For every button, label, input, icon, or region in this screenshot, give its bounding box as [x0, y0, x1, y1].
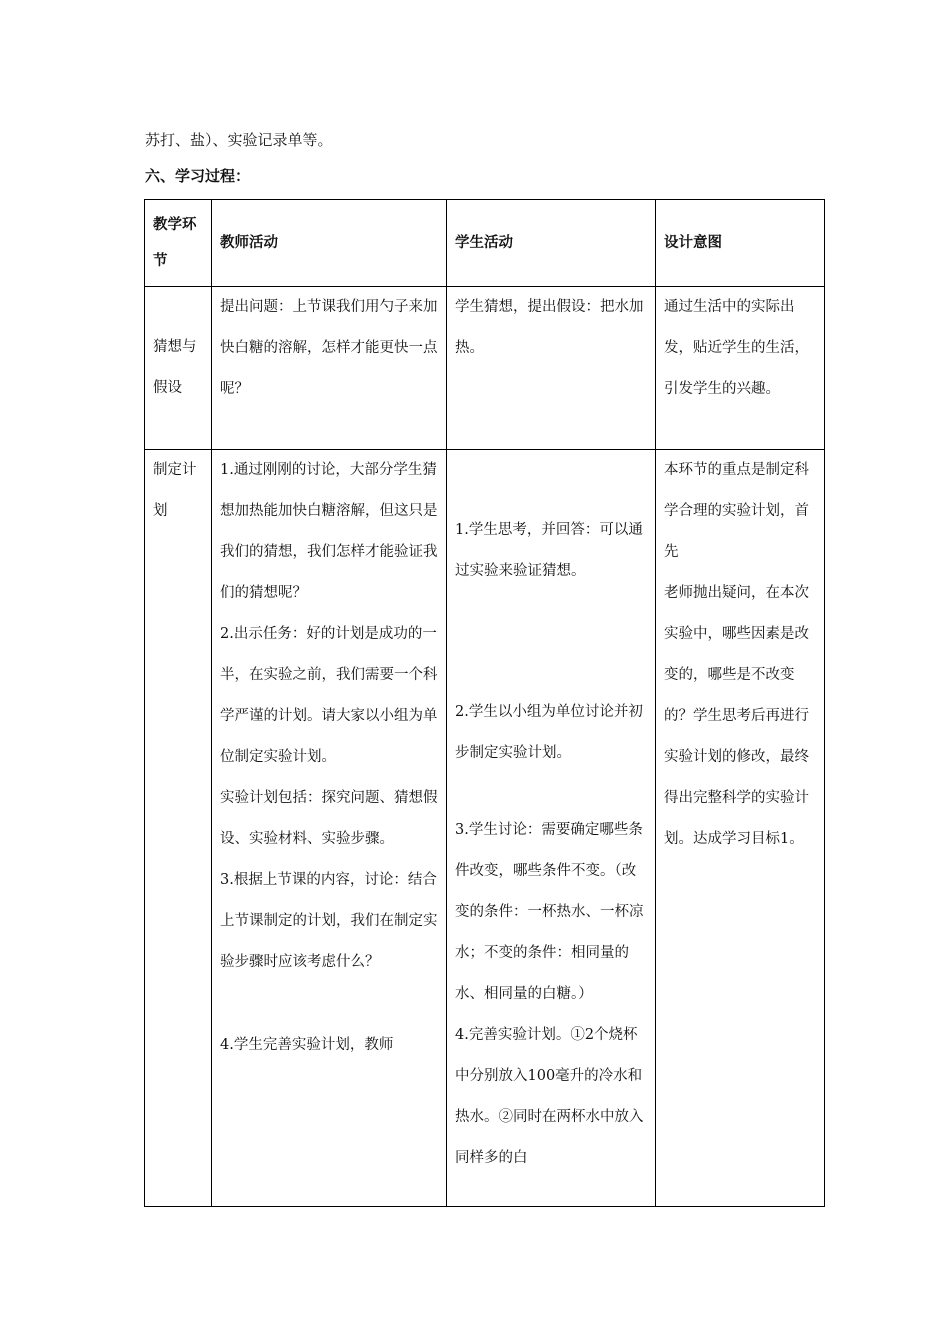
table-header-row: [145, 200, 825, 287]
teacher-paragraph: 1.通过刚刚的讨论，大部分学生猜想加热能加快白糖溶解，但这只是我们的猜想，我们怎样才能验证我们的猜想呢？: [220, 462, 438, 601]
learning-process-table: [144, 199, 825, 1207]
teacher-cell: [212, 450, 447, 1207]
stage-cell: 制定计划: [145, 450, 212, 1207]
table-row: [145, 287, 825, 450]
teacher-paragraph: 提出问题：上节课我们用勺子来加快白糖的溶解，怎样才能更快一点呢？: [220, 299, 438, 397]
teacher-paragraph: 2.出示任务：好的计划是成功的一半，在实验之前，我们需要一个科学严谨的计划。请大家以小组为单位制定实验计划。: [220, 626, 438, 765]
student-paragraph: 学生猜想，提出假设：把水加热。: [455, 299, 644, 356]
teacher-paragraph: 4.学生完善实验计划，教师: [220, 1037, 394, 1053]
intent-cell: [656, 450, 825, 1207]
intent-paragraph: 通过生活中的实际出发，贴近学生的生活，引发学生的兴趣。: [664, 299, 809, 397]
student-paragraph: 1.学生思考，并回答：可以通过实验来验证猜想。: [455, 522, 643, 579]
table-row: [145, 450, 825, 1207]
teacher-paragraph: 实验计划包括：探究问题、猜想假设、实验材料、实验步骤。: [220, 790, 438, 847]
intent-paragraph: 本环节的重点是制定科学合理的实验计划，首先: [664, 462, 809, 560]
section-heading: 六、学习过程：: [145, 167, 251, 185]
intent-cell: [656, 287, 825, 450]
header-student-activity: 学生活动: [447, 200, 656, 287]
header-teacher-activity: 教师活动: [212, 200, 447, 287]
header-design-intent: 设计意图: [656, 200, 825, 287]
stage-cell: 猜想与假设: [145, 287, 212, 450]
student-cell: [447, 450, 656, 1207]
student-paragraph: 2.学生以小组为单位讨论并初步制定实验计划。: [455, 704, 643, 761]
student-paragraph: 3.学生讨论：需要确定哪些条件改变，哪些条件不变。（改变的条件：一杯热水、一杯凉水；不变的条件：相同量的水、相同量的白糖。）: [455, 822, 644, 1002]
teacher-paragraph: 3.根据上节课的内容，讨论：结合上节课制定的计划，我们在制定实验步骤时应该考虑什么？: [220, 872, 438, 970]
student-cell: [447, 287, 656, 450]
header-stage: 教学环节: [145, 200, 212, 287]
teacher-cell: [212, 287, 447, 450]
student-paragraph: 4.完善实验计划。①2个烧杯中分别放入100毫升的冷水和热水。②同时在两杯水中放入同样多的白: [455, 1027, 644, 1166]
intent-paragraph: 老师抛出疑问，在本次实验中，哪些因素是改变的，哪些是不改变的？学生思考后再进行实验计划的修改，最终得出完整科学的实验计划。达成学习目标1。: [664, 585, 809, 847]
intro-text: 苏打、盐）、实验记录单等。: [145, 131, 333, 149]
